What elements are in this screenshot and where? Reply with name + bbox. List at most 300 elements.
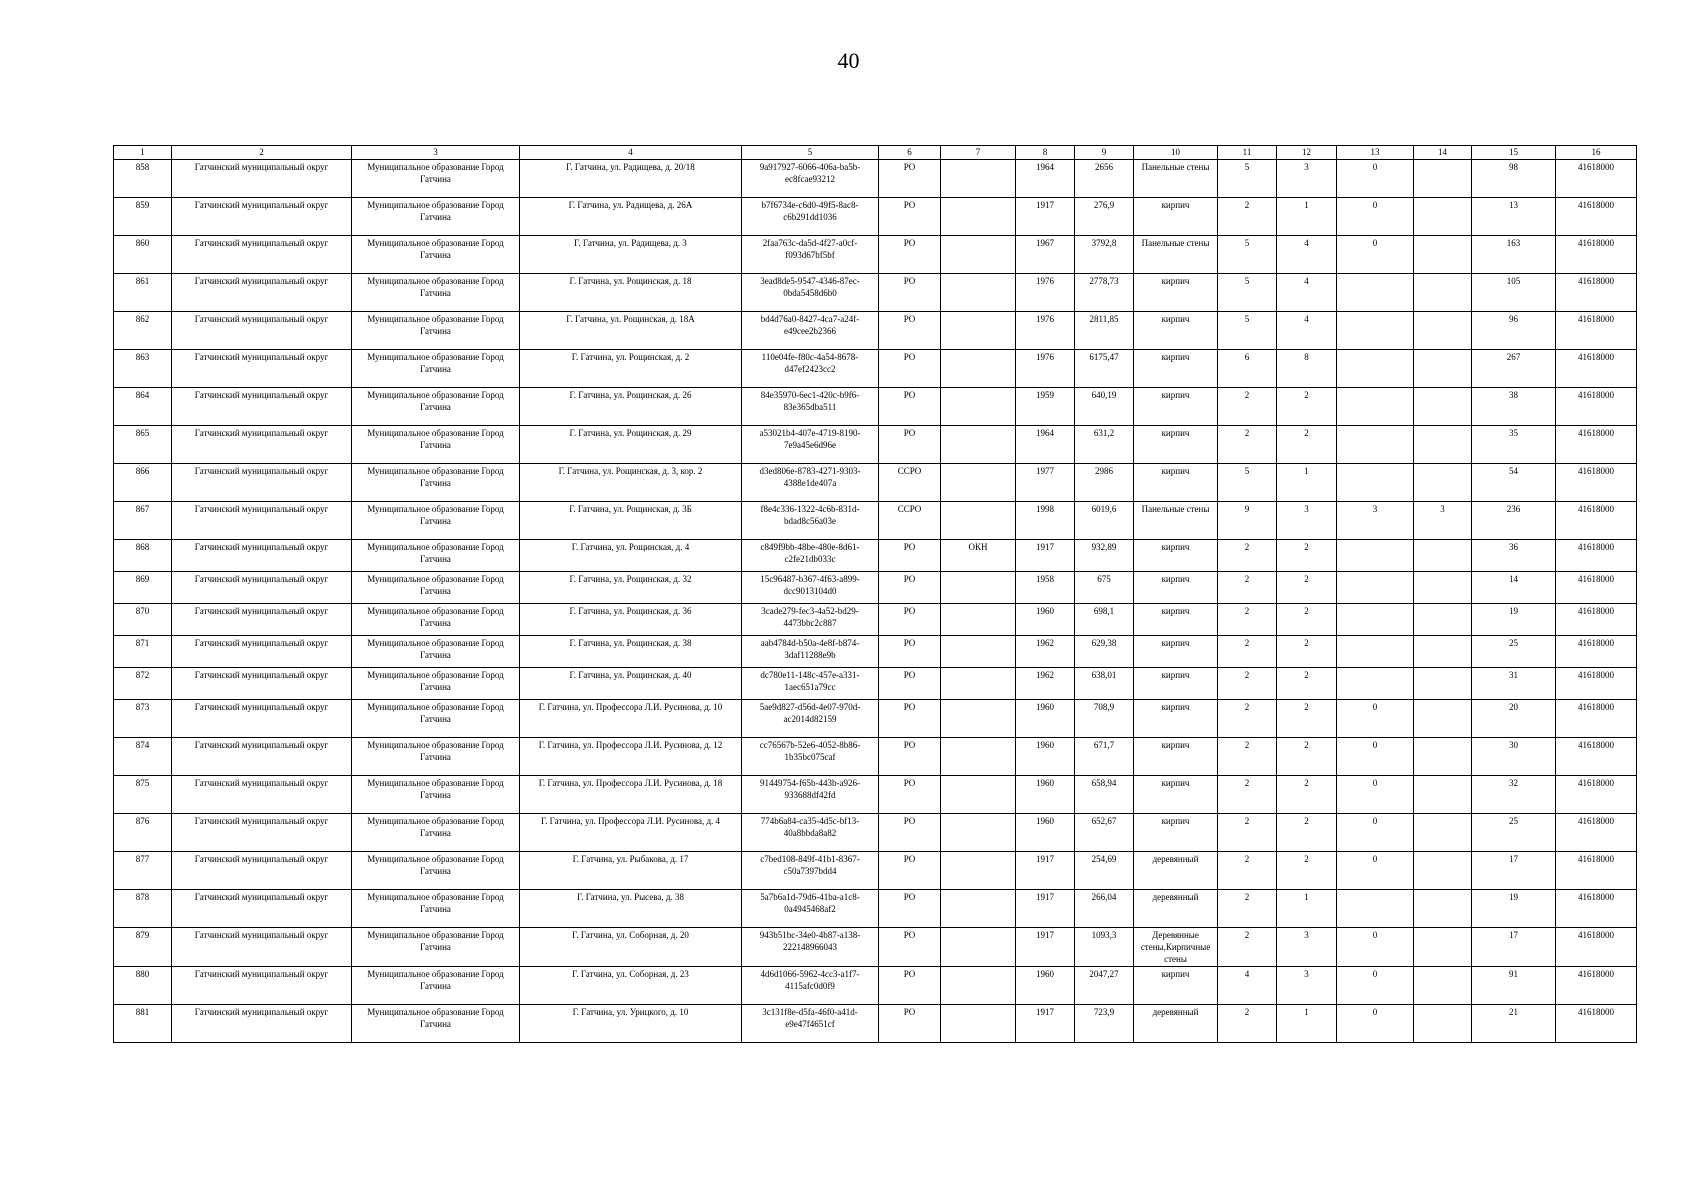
house-guid-cell: 3cade279-fec3-4a52-bd29-4473bbc2c887	[742, 604, 879, 636]
entrances-cell: 2	[1277, 604, 1337, 636]
district-cell: Гатчинский муниципальный округ	[172, 604, 352, 636]
residents-cell: 54	[1472, 464, 1556, 502]
municipality-cell: Муниципальное образование Город Гатчина	[352, 160, 520, 198]
floors-cell: 2	[1218, 738, 1277, 776]
area-cell: 3792,8	[1075, 236, 1134, 274]
build-year-cell: 1962	[1016, 668, 1075, 700]
program-cell: РО	[879, 604, 941, 636]
address-cell: Г. Гатчина, ул. Рощинская, д. 29	[520, 426, 742, 464]
entrances-cell: 3	[1277, 967, 1337, 1005]
lifts-cell: 0	[1337, 776, 1414, 814]
residents-cell: 267	[1472, 350, 1556, 388]
column-header: 4	[520, 146, 742, 160]
wall-material-cell: Деревянные стены,Кирпичные стены	[1134, 928, 1218, 967]
oktmo-cell: 41618000	[1556, 160, 1637, 198]
column-header: 8	[1016, 146, 1075, 160]
heritage-cell	[941, 572, 1016, 604]
residents-cell: 19	[1472, 604, 1556, 636]
oktmo-cell: 41618000	[1556, 967, 1637, 1005]
municipality-cell: Муниципальное образование Город Гатчина	[352, 636, 520, 668]
heritage-cell	[941, 776, 1016, 814]
house-guid-cell: 5ae9d827-d56d-4e07-970d-ac2014d82159	[742, 700, 879, 738]
entrances-cell: 2	[1277, 636, 1337, 668]
lifts-cell: 0	[1337, 852, 1414, 890]
district-cell: Гатчинский муниципальный округ	[172, 776, 352, 814]
lifts-cell: 0	[1337, 236, 1414, 274]
area-cell: 671,7	[1075, 738, 1134, 776]
municipality-cell: Муниципальное образование Город Гатчина	[352, 814, 520, 852]
heritage-cell	[941, 502, 1016, 540]
lifts-cell	[1337, 388, 1414, 426]
oktmo-cell: 41618000	[1556, 668, 1637, 700]
heritage-cell	[941, 636, 1016, 668]
entrances-cell: 4	[1277, 312, 1337, 350]
residents-cell: 14	[1472, 572, 1556, 604]
column-header: 9	[1075, 146, 1134, 160]
build-year-cell: 1959	[1016, 388, 1075, 426]
table-row	[114, 274, 1637, 312]
lifts-cell: 0	[1337, 814, 1414, 852]
floors-cell: 2	[1218, 814, 1277, 852]
table-row	[114, 967, 1637, 1005]
district-cell: Гатчинский муниципальный округ	[172, 160, 352, 198]
build-year-cell: 1917	[1016, 198, 1075, 236]
floors-cell: 2	[1218, 198, 1277, 236]
floors-cell: 9	[1218, 502, 1277, 540]
build-year-cell: 1960	[1016, 814, 1075, 852]
lifts-cell	[1337, 668, 1414, 700]
wall-material-cell: деревянный	[1134, 852, 1218, 890]
program-cell: РО	[879, 776, 941, 814]
col14-cell	[1414, 572, 1472, 604]
house-guid-cell: cc76567b-52e6-4052-8b86-1b35bc075caf	[742, 738, 879, 776]
table-row	[114, 350, 1637, 388]
col14-cell	[1414, 852, 1472, 890]
wall-material-cell: кирпич	[1134, 274, 1218, 312]
residents-cell: 30	[1472, 738, 1556, 776]
floors-cell: 2	[1218, 572, 1277, 604]
municipality-cell: Муниципальное образование Город Гатчина	[352, 198, 520, 236]
table-row	[114, 236, 1637, 274]
address-cell: Г. Гатчина, ул. Рощинская, д. 2	[520, 350, 742, 388]
entrances-cell: 2	[1277, 572, 1337, 604]
col14-cell	[1414, 464, 1472, 502]
municipality-cell: Муниципальное образование Город Гатчина	[352, 312, 520, 350]
build-year-cell: 1960	[1016, 738, 1075, 776]
house-guid-cell: c7bed108-849f-41b1-8367-c50a7397bdd4	[742, 852, 879, 890]
floors-cell: 5	[1218, 236, 1277, 274]
residents-cell: 35	[1472, 426, 1556, 464]
district-cell: Гатчинский муниципальный округ	[172, 388, 352, 426]
column-header: 6	[879, 146, 941, 160]
wall-material-cell: кирпич	[1134, 604, 1218, 636]
area-cell: 675	[1075, 572, 1134, 604]
district-cell: Гатчинский муниципальный округ	[172, 1005, 352, 1043]
row-number-cell: 864	[114, 388, 172, 426]
area-cell: 723,9	[1075, 1005, 1134, 1043]
col14-cell	[1414, 426, 1472, 464]
residents-cell: 13	[1472, 198, 1556, 236]
entrances-cell: 3	[1277, 502, 1337, 540]
wall-material-cell: кирпич	[1134, 776, 1218, 814]
row-number-cell: 865	[114, 426, 172, 464]
program-cell: РО	[879, 814, 941, 852]
heritage-cell	[941, 928, 1016, 967]
address-cell: Г. Гатчина, ул. Рощинская, д. 3, кор. 2	[520, 464, 742, 502]
oktmo-cell: 41618000	[1556, 572, 1637, 604]
build-year-cell: 1976	[1016, 350, 1075, 388]
oktmo-cell: 41618000	[1556, 814, 1637, 852]
area-cell: 932,89	[1075, 540, 1134, 572]
municipality-cell: Муниципальное образование Город Гатчина	[352, 464, 520, 502]
address-cell: Г. Гатчина, ул. Рощинская, д. 32	[520, 572, 742, 604]
program-cell: РО	[879, 1005, 941, 1043]
oktmo-cell: 41618000	[1556, 274, 1637, 312]
row-number-cell: 860	[114, 236, 172, 274]
floors-cell: 2	[1218, 636, 1277, 668]
municipality-cell: Муниципальное образование Город Гатчина	[352, 700, 520, 738]
entrances-cell: 1	[1277, 464, 1337, 502]
entrances-cell: 2	[1277, 852, 1337, 890]
build-year-cell: 1917	[1016, 928, 1075, 967]
build-year-cell: 1964	[1016, 160, 1075, 198]
table-row	[114, 738, 1637, 776]
entrances-cell: 2	[1277, 814, 1337, 852]
build-year-cell: 1960	[1016, 967, 1075, 1005]
program-cell: РО	[879, 350, 941, 388]
entrances-cell: 2	[1277, 668, 1337, 700]
oktmo-cell: 41618000	[1556, 636, 1637, 668]
oktmo-cell: 41618000	[1556, 776, 1637, 814]
col14-cell	[1414, 967, 1472, 1005]
district-cell: Гатчинский муниципальный округ	[172, 426, 352, 464]
wall-material-cell: деревянный	[1134, 890, 1218, 928]
column-header: 1	[114, 146, 172, 160]
house-guid-cell: 3ead8de5-9547-4346-87ec-0bda5458d6b0	[742, 274, 879, 312]
area-cell: 2986	[1075, 464, 1134, 502]
heritage-cell	[941, 967, 1016, 1005]
municipality-cell: Муниципальное образование Город Гатчина	[352, 738, 520, 776]
residents-cell: 236	[1472, 502, 1556, 540]
lifts-cell	[1337, 426, 1414, 464]
heritage-cell: ОКН	[941, 540, 1016, 572]
house-guid-cell: 943b51bc-34e0-4b87-a138-222148966043	[742, 928, 879, 967]
col14-cell	[1414, 350, 1472, 388]
district-cell: Гатчинский муниципальный округ	[172, 312, 352, 350]
table-body	[114, 160, 1637, 1043]
area-cell: 6175,47	[1075, 350, 1134, 388]
district-cell: Гатчинский муниципальный округ	[172, 928, 352, 967]
column-header: 5	[742, 146, 879, 160]
build-year-cell: 1917	[1016, 1005, 1075, 1043]
heritage-cell	[941, 388, 1016, 426]
district-cell: Гатчинский муниципальный округ	[172, 350, 352, 388]
col14-cell	[1414, 312, 1472, 350]
residents-cell: 163	[1472, 236, 1556, 274]
build-year-cell: 1976	[1016, 312, 1075, 350]
program-cell: РО	[879, 236, 941, 274]
municipality-cell: Муниципальное образование Город Гатчина	[352, 1005, 520, 1043]
row-number-cell: 871	[114, 636, 172, 668]
district-cell: Гатчинский муниципальный округ	[172, 236, 352, 274]
house-guid-cell: a53021b4-407e-4719-8190-7e9a45e6d96e	[742, 426, 879, 464]
col14-cell	[1414, 738, 1472, 776]
floors-cell: 2	[1218, 776, 1277, 814]
wall-material-cell: деревянный	[1134, 1005, 1218, 1043]
build-year-cell: 1964	[1016, 426, 1075, 464]
col14-cell	[1414, 668, 1472, 700]
row-number-cell: 880	[114, 967, 172, 1005]
wall-material-cell: кирпич	[1134, 700, 1218, 738]
municipality-cell: Муниципальное образование Город Гатчина	[352, 350, 520, 388]
program-cell: РО	[879, 312, 941, 350]
column-header: 3	[352, 146, 520, 160]
address-cell: Г. Гатчина, ул. Рощинская, д. 18А	[520, 312, 742, 350]
heritage-cell	[941, 350, 1016, 388]
area-cell: 640,19	[1075, 388, 1134, 426]
address-cell: Г. Гатчина, ул. Рощинская, д. 40	[520, 668, 742, 700]
heritage-cell	[941, 604, 1016, 636]
house-guid-cell: aab4784d-b50a-4e8f-b874-3daf11288e9b	[742, 636, 879, 668]
heritage-cell	[941, 814, 1016, 852]
table-row	[114, 502, 1637, 540]
oktmo-cell: 41618000	[1556, 890, 1637, 928]
house-guid-cell: 3c131f8e-d5fa-46f0-a41d-e9e47f4651cf	[742, 1005, 879, 1043]
district-cell: Гатчинский муниципальный округ	[172, 636, 352, 668]
program-cell: РО	[879, 738, 941, 776]
address-cell: Г. Гатчина, ул. Профессора Л.И. Русинова, д. 10	[520, 700, 742, 738]
heritage-cell	[941, 198, 1016, 236]
house-guid-cell: 91449754-f65b-443b-a926-933688df42fd	[742, 776, 879, 814]
program-cell: РО	[879, 426, 941, 464]
program-cell: РО	[879, 572, 941, 604]
col14-cell	[1414, 236, 1472, 274]
lifts-cell	[1337, 464, 1414, 502]
residents-cell: 32	[1472, 776, 1556, 814]
program-cell: РО	[879, 852, 941, 890]
floors-cell: 5	[1218, 312, 1277, 350]
wall-material-cell: кирпич	[1134, 738, 1218, 776]
heritage-cell	[941, 464, 1016, 502]
table-row	[114, 852, 1637, 890]
build-year-cell: 1917	[1016, 890, 1075, 928]
row-number-cell: 859	[114, 198, 172, 236]
entrances-cell: 3	[1277, 160, 1337, 198]
residents-cell: 91	[1472, 967, 1556, 1005]
row-number-cell: 879	[114, 928, 172, 967]
wall-material-cell: кирпич	[1134, 636, 1218, 668]
floors-cell: 2	[1218, 1005, 1277, 1043]
row-number-cell: 868	[114, 540, 172, 572]
row-number-cell: 867	[114, 502, 172, 540]
column-header: 12	[1277, 146, 1337, 160]
municipality-cell: Муниципальное образование Город Гатчина	[352, 540, 520, 572]
municipality-cell: Муниципальное образование Город Гатчина	[352, 388, 520, 426]
row-number-cell: 878	[114, 890, 172, 928]
col14-cell	[1414, 388, 1472, 426]
district-cell: Гатчинский муниципальный округ	[172, 814, 352, 852]
wall-material-cell: Панельные стены	[1134, 236, 1218, 274]
table-header	[114, 146, 1637, 160]
program-cell: РО	[879, 274, 941, 312]
municipality-cell: Муниципальное образование Город Гатчина	[352, 236, 520, 274]
col14-cell	[1414, 604, 1472, 636]
heritage-cell	[941, 700, 1016, 738]
address-cell: Г. Гатчина, ул. Урицкого, д. 10	[520, 1005, 742, 1043]
col14-cell	[1414, 540, 1472, 572]
entrances-cell: 1	[1277, 890, 1337, 928]
address-cell: Г. Гатчина, ул. Рощинская, д. 26	[520, 388, 742, 426]
residents-cell: 31	[1472, 668, 1556, 700]
build-year-cell: 1960	[1016, 604, 1075, 636]
area-cell: 276,9	[1075, 198, 1134, 236]
col14-cell	[1414, 776, 1472, 814]
residents-cell: 21	[1472, 1005, 1556, 1043]
oktmo-cell: 41618000	[1556, 540, 1637, 572]
table-row	[114, 604, 1637, 636]
oktmo-cell: 41618000	[1556, 738, 1637, 776]
program-cell: РО	[879, 668, 941, 700]
house-guid-cell: 5a7b6a1d-79d6-41ba-a1c8-0a4945468af2	[742, 890, 879, 928]
column-header: 16	[1556, 146, 1637, 160]
heritage-cell	[941, 160, 1016, 198]
residents-cell: 36	[1472, 540, 1556, 572]
build-year-cell: 1958	[1016, 572, 1075, 604]
address-cell: Г. Гатчина, ул. Профессора Л.И. Русинова, д. 4	[520, 814, 742, 852]
row-number-cell: 861	[114, 274, 172, 312]
table-row	[114, 776, 1637, 814]
wall-material-cell: кирпич	[1134, 198, 1218, 236]
table-row	[114, 426, 1637, 464]
table-row	[114, 540, 1637, 572]
municipality-cell: Муниципальное образование Город Гатчина	[352, 668, 520, 700]
municipality-cell: Муниципальное образование Город Гатчина	[352, 928, 520, 967]
municipality-cell: Муниципальное образование Город Гатчина	[352, 604, 520, 636]
house-guid-cell: 15c96487-b367-4f63-a899-dcc9013104d0	[742, 572, 879, 604]
area-cell: 266,04	[1075, 890, 1134, 928]
district-cell: Гатчинский муниципальный округ	[172, 890, 352, 928]
address-cell: Г. Гатчина, ул. Соборная, д. 23	[520, 967, 742, 1005]
wall-material-cell: кирпич	[1134, 426, 1218, 464]
lifts-cell: 0	[1337, 928, 1414, 967]
area-cell: 698,1	[1075, 604, 1134, 636]
floors-cell: 5	[1218, 160, 1277, 198]
house-guid-cell: 2faa763c-da5d-4f27-a0cf-f093d67bf5bf	[742, 236, 879, 274]
program-cell: РО	[879, 198, 941, 236]
column-header: 10	[1134, 146, 1218, 160]
lifts-cell	[1337, 604, 1414, 636]
address-cell: Г. Гатчина, ул. Рощинская, д. 38	[520, 636, 742, 668]
area-cell: 2047,27	[1075, 967, 1134, 1005]
heritage-cell	[941, 738, 1016, 776]
column-header: 14	[1414, 146, 1472, 160]
col14-cell	[1414, 198, 1472, 236]
col14-cell	[1414, 160, 1472, 198]
header-row	[114, 146, 1637, 160]
wall-material-cell: кирпич	[1134, 540, 1218, 572]
area-cell: 2656	[1075, 160, 1134, 198]
lifts-cell: 0	[1337, 1005, 1414, 1043]
lifts-cell	[1337, 890, 1414, 928]
row-number-cell: 876	[114, 814, 172, 852]
entrances-cell: 2	[1277, 540, 1337, 572]
table-row	[114, 388, 1637, 426]
row-number-cell: 872	[114, 668, 172, 700]
entrances-cell: 3	[1277, 928, 1337, 967]
entrances-cell: 2	[1277, 388, 1337, 426]
table-row	[114, 572, 1637, 604]
wall-material-cell: кирпич	[1134, 312, 1218, 350]
address-cell: Г. Гатчина, ул. Радищева, д. 20/18	[520, 160, 742, 198]
heritage-cell	[941, 312, 1016, 350]
table-row	[114, 890, 1637, 928]
area-cell: 2811,85	[1075, 312, 1134, 350]
floors-cell: 2	[1218, 426, 1277, 464]
program-cell: ССРО	[879, 464, 941, 502]
district-cell: Гатчинский муниципальный округ	[172, 502, 352, 540]
floors-cell: 2	[1218, 668, 1277, 700]
heritage-cell	[941, 1005, 1016, 1043]
address-cell: Г. Гатчина, ул. Профессора Л.И. Русинова, д. 18	[520, 776, 742, 814]
address-cell: Г. Гатчина, ул. Рысева, д. 38	[520, 890, 742, 928]
house-guid-cell: 4d6d1066-5962-4cc3-a1f7-4115afc0d0f9	[742, 967, 879, 1005]
house-guid-cell: bd4d76a0-8427-4ca7-a24f-e49cee2b2366	[742, 312, 879, 350]
district-cell: Гатчинский муниципальный округ	[172, 738, 352, 776]
entrances-cell: 2	[1277, 426, 1337, 464]
program-cell: РО	[879, 388, 941, 426]
row-number-cell: 863	[114, 350, 172, 388]
floors-cell: 4	[1218, 967, 1277, 1005]
wall-material-cell: Панельные стены	[1134, 160, 1218, 198]
row-number-cell: 875	[114, 776, 172, 814]
row-number-cell: 873	[114, 700, 172, 738]
floors-cell: 2	[1218, 928, 1277, 967]
residents-cell: 96	[1472, 312, 1556, 350]
table-row	[114, 464, 1637, 502]
address-cell: Г. Гатчина, ул. Радищева, д. 26А	[520, 198, 742, 236]
entrances-cell: 8	[1277, 350, 1337, 388]
address-cell: Г. Гатчина, ул. Рощинская, д. 3Б	[520, 502, 742, 540]
table-row	[114, 160, 1637, 198]
heritage-cell	[941, 236, 1016, 274]
oktmo-cell: 41618000	[1556, 236, 1637, 274]
row-number-cell: 874	[114, 738, 172, 776]
floors-cell: 2	[1218, 852, 1277, 890]
floors-cell: 2	[1218, 604, 1277, 636]
col14-cell	[1414, 814, 1472, 852]
build-year-cell: 1917	[1016, 540, 1075, 572]
registry-table	[113, 145, 1637, 1043]
municipality-cell: Муниципальное образование Город Гатчина	[352, 502, 520, 540]
program-cell: РО	[879, 540, 941, 572]
area-cell: 1093,3	[1075, 928, 1134, 967]
wall-material-cell: кирпич	[1134, 350, 1218, 388]
floors-cell: 2	[1218, 890, 1277, 928]
oktmo-cell: 41618000	[1556, 198, 1637, 236]
oktmo-cell: 41618000	[1556, 700, 1637, 738]
residents-cell: 25	[1472, 636, 1556, 668]
build-year-cell: 1960	[1016, 776, 1075, 814]
build-year-cell: 1976	[1016, 274, 1075, 312]
build-year-cell: 1962	[1016, 636, 1075, 668]
municipality-cell: Муниципальное образование Город Гатчина	[352, 890, 520, 928]
program-cell: ССРО	[879, 502, 941, 540]
area-cell: 652,67	[1075, 814, 1134, 852]
program-cell: РО	[879, 967, 941, 1005]
column-header: 11	[1218, 146, 1277, 160]
address-cell: Г. Гатчина, ул. Рыбакова, д. 17	[520, 852, 742, 890]
area-cell: 638,01	[1075, 668, 1134, 700]
